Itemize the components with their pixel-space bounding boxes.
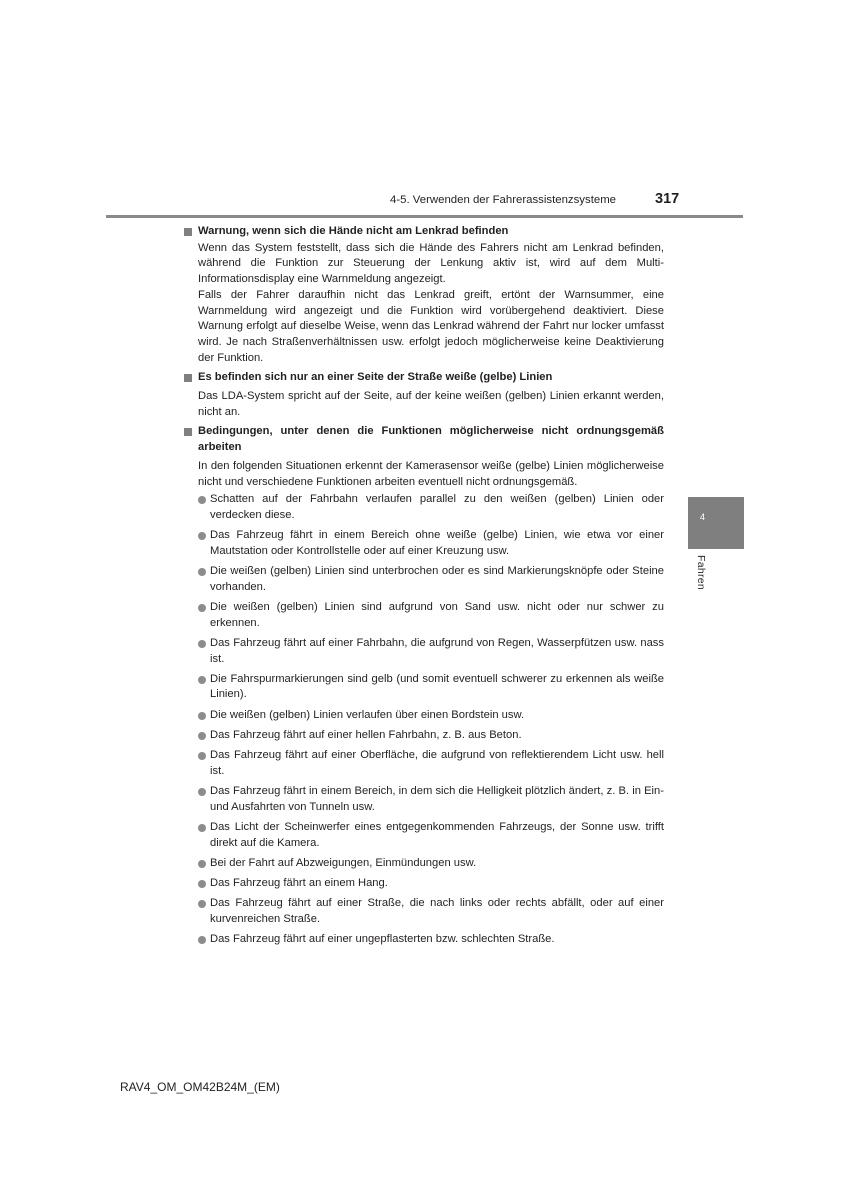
bullet-dot-icon <box>198 936 206 944</box>
square-bullet-icon <box>184 228 192 236</box>
section-heading <box>184 224 664 240</box>
section-conditions <box>184 424 664 947</box>
bullet-dot-icon <box>198 568 206 576</box>
bullet-dot-icon <box>198 676 206 684</box>
list-item: Das Fahrzeug fährt in einem Bereich, in dem sich die Helligkeit plötzlich ändert, z. B. in Ein- und Ausfahrten von Tunneln usw. <box>184 784 664 815</box>
list-item: Das Fahrzeug fährt in einem Bereich ohne weiße (gelbe) Linien, wie etwa vor einer Mautstation oder Kontrollstelle oder auf einer Kreuzung usw. <box>184 528 664 559</box>
chapter-label: Fahren <box>695 555 707 591</box>
section-heading-text: Warnung, wenn sich die Hände nicht am Lenkrad befinden <box>198 225 509 237</box>
bullet-dot-icon <box>198 532 206 540</box>
bullet-dot-icon <box>198 880 206 888</box>
section-title: 4-5. Verwenden der Fahrerassistenzsysteme <box>390 194 617 206</box>
chapter-number: 4 <box>700 512 706 522</box>
condition-list <box>184 492 664 948</box>
list-item: Die weißen (gelben) Linien sind aufgrund von Sand usw. nicht oder nur schwer zu erkennen. <box>184 600 664 631</box>
bullet-dot-icon <box>198 640 206 648</box>
square-bullet-icon <box>184 428 192 436</box>
list-item: Das Fahrzeug fährt auf einer Fahrbahn, die aufgrund von Regen, Wasserpfützen usw. nass ist. <box>184 636 664 667</box>
list-item: Schatten auf der Fahrbahn verlaufen parallel zu den weißen (gelben) Linien oder verdecken diese. <box>184 492 664 523</box>
paragraph: In den folgenden Situationen erkennt der Kamerasensor weiße (gelbe) Linien möglicherweise nicht und verschiedene Funktionen arbeiten eventuell nicht ordnungsgemäß. <box>198 459 664 488</box>
bullet-dot-icon <box>198 732 206 740</box>
paragraph: Wenn das System feststellt, dass sich die Hände des Fahrers nicht am Lenkrad befinden, während die Funktion zur Steuerung der Lenkung aktiv ist, wird auf dem Multi-Informationsdisplay eine Warnmeldung angezeigt. <box>198 241 664 286</box>
bullet-dot-icon <box>198 752 206 760</box>
content-body <box>184 224 664 952</box>
square-bullet-icon <box>184 374 192 382</box>
paragraph: Das LDA-System spricht auf der Seite, auf der keine weißen (gelben) Linien erkannt werden, nicht an. <box>198 390 664 418</box>
bullet-dot-icon <box>198 860 206 868</box>
chapter-tab <box>688 497 744 549</box>
list-item: Die Fahrspurmarkierungen sind gelb (und somit eventuell schwerer zu erkennen als weiße Linien). <box>184 672 664 703</box>
section-heading-text: Es befinden sich nur an einer Seite der Straße weiße (gelbe) Linien <box>198 371 553 384</box>
list-item: Die weißen (gelben) Linien sind unterbrochen oder es sind Markierungsknöpfe oder Steine vorhanden. <box>184 564 664 595</box>
bullet-dot-icon <box>198 900 206 908</box>
list-item: Das Fahrzeug fährt auf einer Straße, die nach links oder rechts abfällt, oder auf einer kurvenreichen Straße. <box>184 896 664 927</box>
list-item: Das Fahrzeug fährt auf einer Oberfläche, die aufgrund von reflektierendem Licht usw. hell ist. <box>184 748 664 779</box>
page-number: 317 <box>655 191 680 207</box>
list-item: Bei der Fahrt auf Abzweigungen, Einmündungen usw. <box>184 856 664 872</box>
section-one-side-lines <box>184 370 664 420</box>
section-hands-off-warning <box>184 224 664 366</box>
bullet-dot-icon <box>198 788 206 796</box>
bullet-dot-icon <box>198 712 206 720</box>
list-item: Die weißen (gelben) Linien verlaufen über einen Bordstein usw. <box>184 708 664 724</box>
list-item: Das Licht der Scheinwerfer eines entgegenkommenden Fahrzeugs, der Sonne usw. trifft direkt auf die Kamera. <box>184 820 664 851</box>
header-rule <box>106 215 743 218</box>
bullet-dot-icon <box>198 604 206 612</box>
bullet-dot-icon <box>198 496 206 504</box>
list-item: Das Fahrzeug fährt auf einer ungepflasterten bzw. schlechten Straße. <box>184 932 664 948</box>
section-heading <box>184 370 664 386</box>
bullet-dot-icon <box>198 824 206 832</box>
paragraph: Falls der Fahrer daraufhin nicht das Lenkrad greift, ertönt der Warnsummer, eine Warnmeldung wird angezeigt und die Funktion wird vorübergehend deaktiviert. Diese Warnung erfolgt auf dieselbe Weise, wenn das Lenkrad während der Fahrt nur locker umfasst wird. Je nach Straßenverhältnissen usw. erfolgt jedoch möglicherweise keine Deaktivierung der Funktion. <box>198 288 664 364</box>
section-heading <box>184 424 664 455</box>
list-item: Das Fahrzeug fährt an einem Hang. <box>184 876 664 892</box>
list-item: Das Fahrzeug fährt auf einer hellen Fahrbahn, z. B. aus Beton. <box>184 728 664 744</box>
document-code: RAV4_OM_OM42B24M_(EM) <box>120 1080 280 1094</box>
section-heading-text: Bedingungen, unter denen die Funktionen möglicherweise nicht ordnungsgemäß arbeiten <box>198 425 664 454</box>
